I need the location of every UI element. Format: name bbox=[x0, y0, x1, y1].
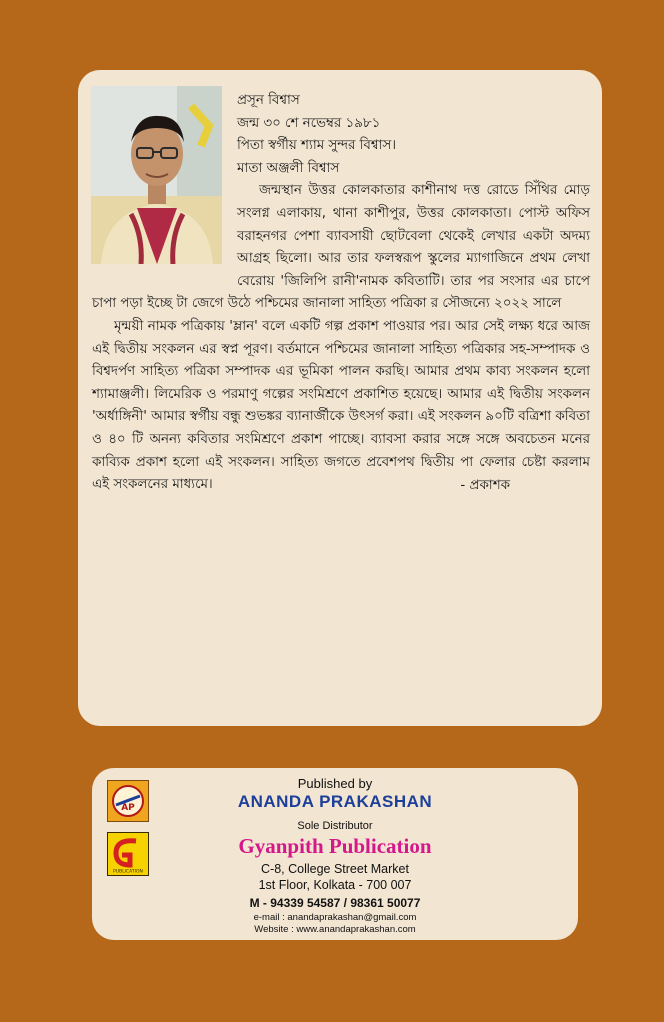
publisher-name: ANANDA PRAKASHAN bbox=[237, 792, 433, 811]
publisher-signature: - প্রকাশক bbox=[460, 477, 510, 493]
publisher-panel bbox=[92, 768, 578, 940]
author-bio-panel bbox=[78, 70, 602, 726]
author-mother: মাতা অঞ্জলী বিশ্বাস bbox=[237, 160, 340, 176]
website-address: Website : www.anandaprakashan.com bbox=[254, 924, 416, 935]
published-by-label: Published by bbox=[297, 776, 373, 791]
author-birth: জন্ম ৩০ শে নভেম্বর ১৯৮১ bbox=[237, 115, 381, 131]
address-line-2: 1st Floor, Kolkata - 700 007 bbox=[258, 878, 412, 892]
gp-logo-caption: PUBLICATION bbox=[113, 869, 143, 875]
phone-numbers: M - 94339 54587 / 98361 50077 bbox=[249, 896, 421, 910]
bio-paragraph-2: মৃন্ময়ী নামক পত্রিকায় 'ম্লান' বলে একটি গল্প প্রকাশ পাওয়ার পর। আর সেই লক্ষ্য ধরে আজ এই দ্বিতীয় সংকলন এর স্বপ্ন পূরণ। বর্তমানে পশ্চিমের জানালা সাহিত্য পত্রিকার সহ-সম্পাদক ও বিশ্বদর্পণ সাহিত্য পত্রিকা সম্পাদক এর ভূমিকা পালন করছি। আমার প্রথম কাব্য সংকলন হলো শ্যামাঞ্জলী। লিমেরিক ও পরমাণু গল্পের সংমিশ্রণে প্রকাশিত হয়েছে। আমার এই দ্বিতীয় সংকলন 'অর্ধাঙ্গিনী' আমার স্বর্গীয় বন্ধু শুভঙ্কর ব্যানার্জীকে উৎসর্গ করা। এই সংকলন ৯০টি বত্রিশা কবিতা ও ৪০ টি অনন্য কবিতার সংমিশ্রণে প্রকাশ পাচ্ছে। ব্যাবসা করার সঙ্গে সঙ্গে অবচেতন মনের কাব্যিক প্রকাশ হলো এই সংকলন। সাহিত্য জগতে প্রবেশপথ দ্বিতীয় পা ফেলার চেষ্টা করলাম এই সংকলনের মাধ্যমে। bbox=[92, 318, 590, 493]
author-father: পিতা স্বর্গীয় শ্যাম সুন্দর বিশ্বাস। bbox=[237, 138, 397, 154]
sole-distributor-label: Sole Distributor bbox=[297, 820, 373, 832]
bio-text bbox=[92, 90, 590, 497]
distributor-name: Gyanpith Publication bbox=[238, 834, 432, 858]
address-line-1: C-8, College Street Market bbox=[261, 862, 409, 876]
email-address: e-mail : anandaprakashan@gmail.com bbox=[253, 912, 417, 923]
ap-logo-text: AP bbox=[121, 803, 135, 813]
author-name: প্রসূন বিশ্বাস bbox=[237, 93, 300, 108]
bio-paragraph-1: জন্মস্থান উত্তর কোলকাতার কাশীনাথ দত্ত রোডে সিঁথির মোড় সংলগ্ন এলাকায়, থানা কাশীপুর, উত্তর কোলকাতা। পোস্ট অফিস বরাহনগর পেশা ব্যাবসায়ী ছোটবেলা থেকেই লেখার একটা অদম্য আগ্রহ ছিলো। আর তার ফলস্বরূপ স্কুলের ম্যাগাজিনে প্রথম লেখা বেরোয় 'জিলিপি রানী'নামক কবিতাটি। তার পর সংসার এর চাপে চাপা পড়া ইচ্ছে টা জেগে উঠে পশ্চিমের জানালা সাহিত্য পত্রিকা র সৌজন্যে ২০২২ সালে bbox=[92, 183, 590, 312]
